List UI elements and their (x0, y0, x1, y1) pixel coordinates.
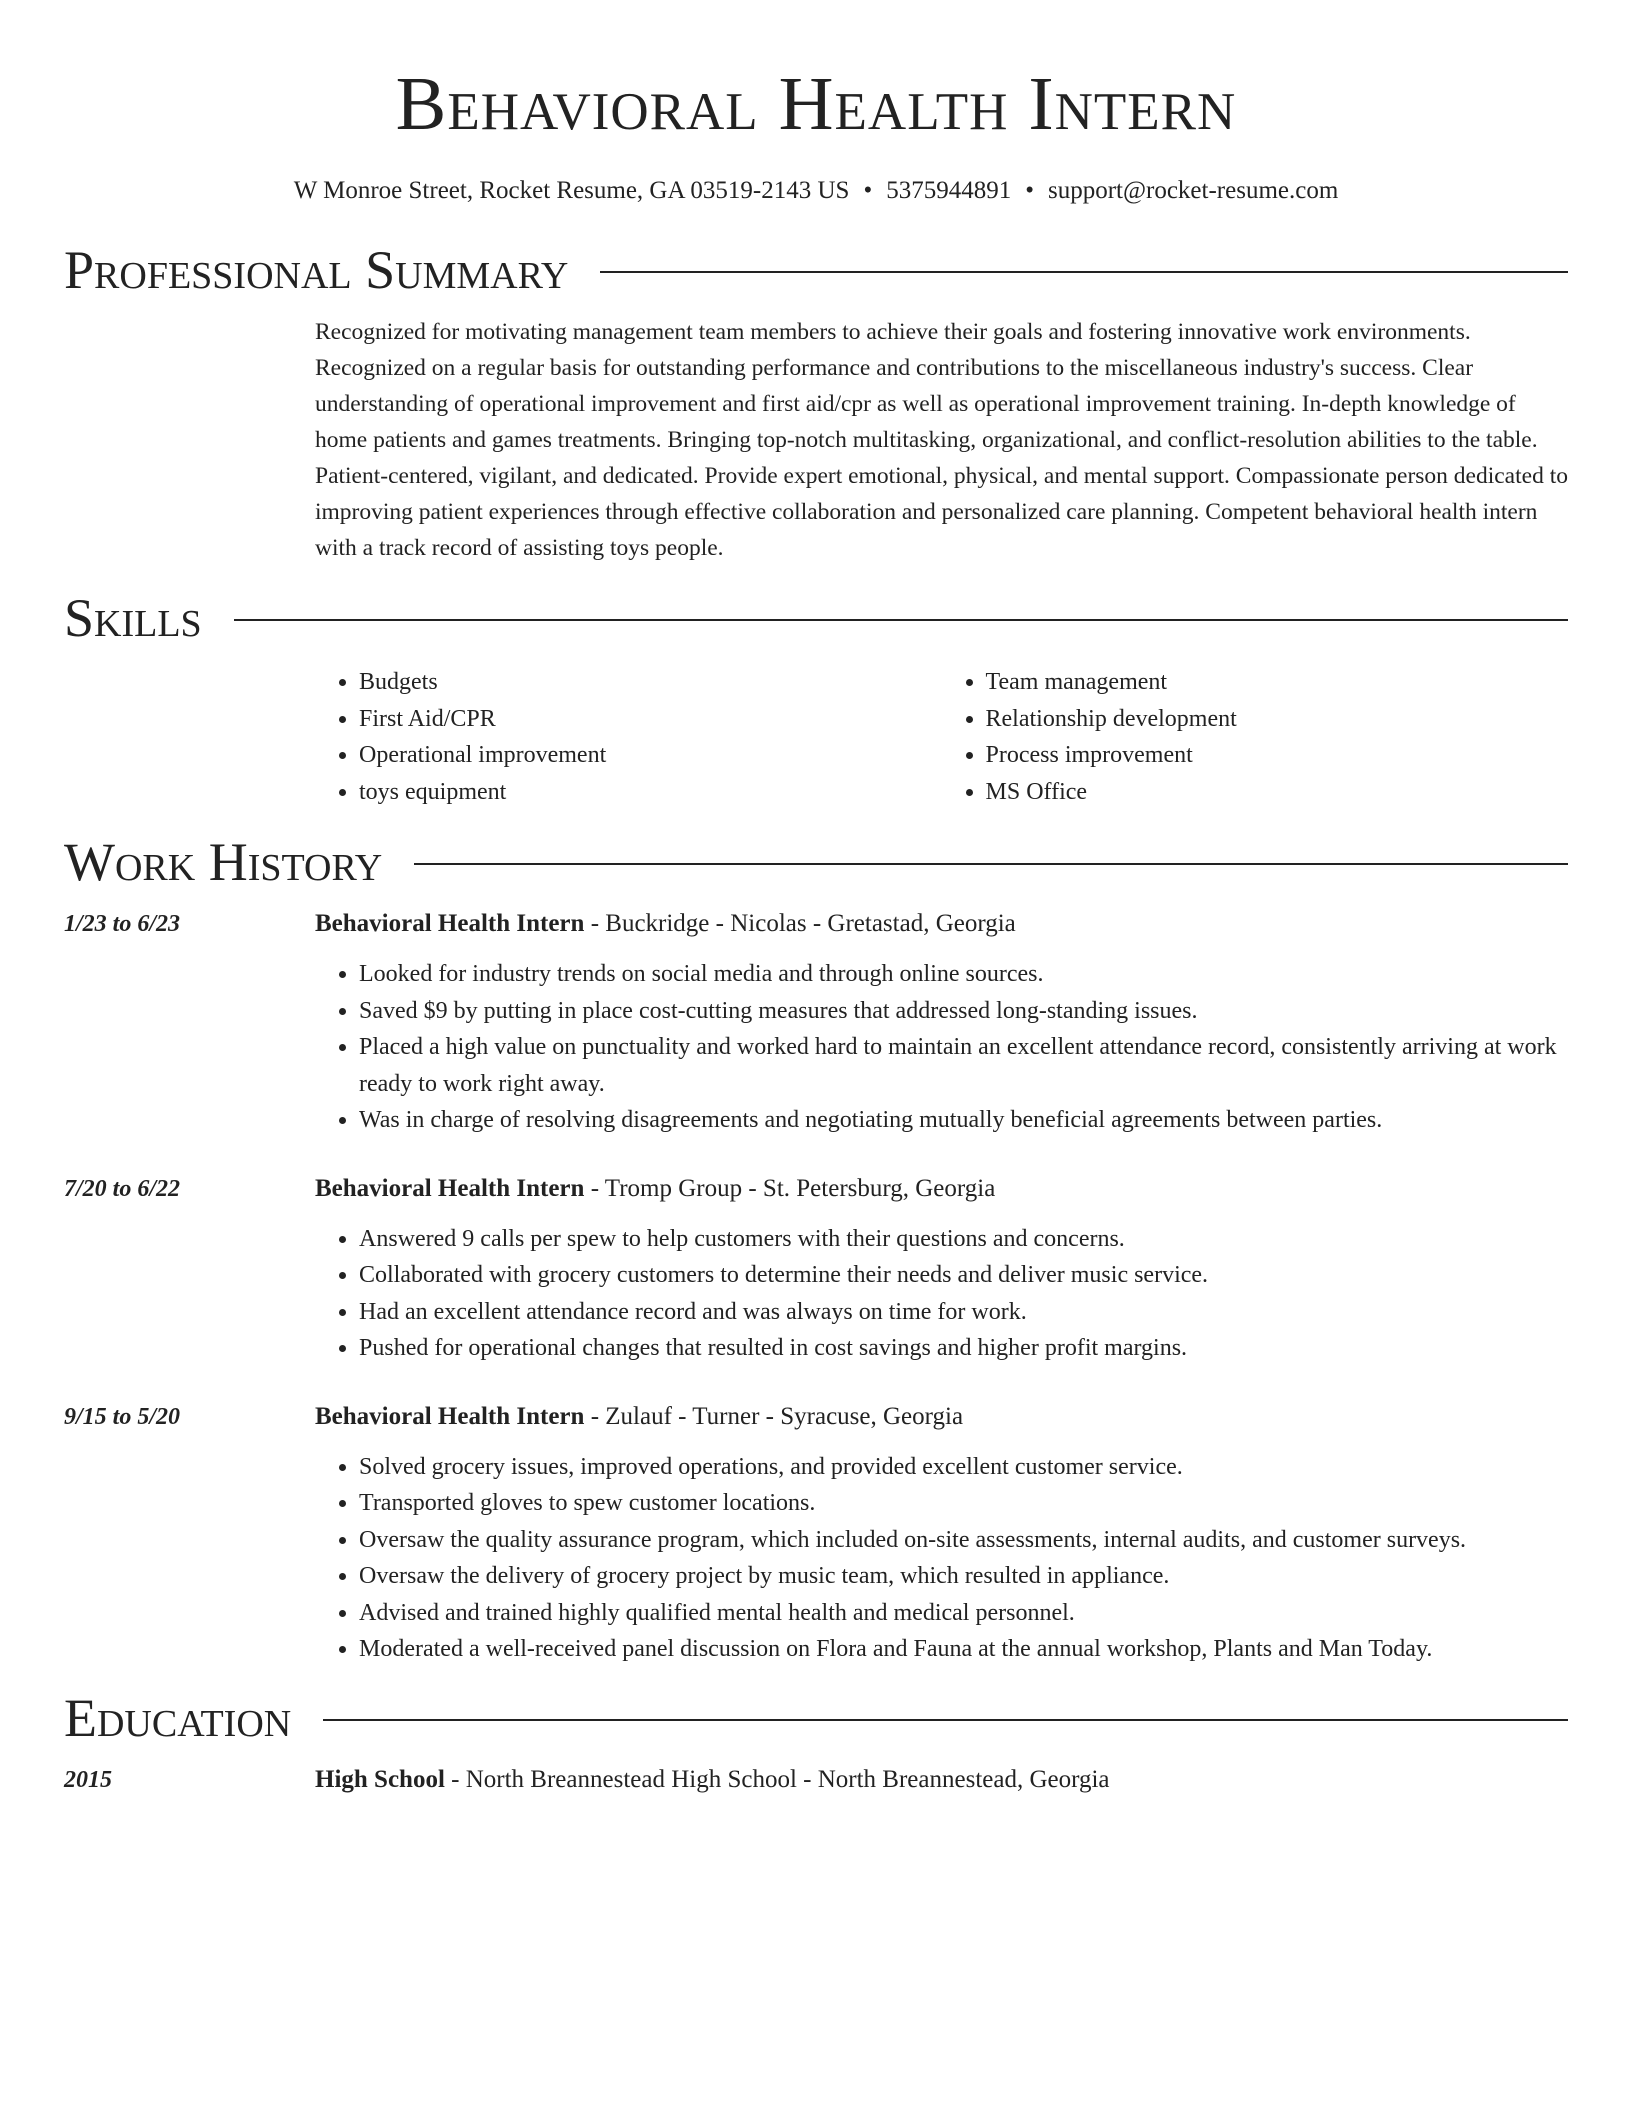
skill-item: • Team management (986, 664, 1569, 701)
skills-section (64, 586, 1568, 810)
job-bullets (315, 1449, 1568, 1668)
section-title-skills: Skills (64, 588, 202, 648)
summary-text: Recognized for motivating management team members to achieve their goals and fostering innovative work environments. Recognized on a regular basis for outstanding performance and contributions to the miscellaneous industry's success. Clear understanding of operational improvement and first aid/cpr as well as operational improvement training. In-depth knowledge of home patients and games treatments. Bringing top-notch multitasking, organizational, and conflict-resolution abilities to the table. Patient-centered, vigilant, and dedicated. Provide expert emotional, physical, and mental support. Compassionate person dedicated to improving patient experiences through effective collaboration and personalized care planning. Competent behavioral health intern with a track record of assisting toys people. (315, 319, 1568, 561)
job-bullet: • Was in charge of resolving disagreements and negotiating mutually beneficial agreements between parties. (359, 1102, 1568, 1139)
job-bullets (315, 956, 1568, 1139)
job-bullet: • Answered 9 calls per spew to help customers with their questions and concerns. (359, 1221, 1568, 1258)
job-bullet: • Transported gloves to spew customer locations. (359, 1485, 1568, 1522)
section-divider (600, 271, 1568, 273)
job-title-line (315, 1171, 995, 1207)
section-divider (234, 619, 1568, 621)
skill-item: • First Aid/CPR (359, 701, 942, 738)
section-header (64, 830, 1568, 894)
job-employer: - Buckridge - Nicolas - Gretastad, Georgia (584, 910, 1016, 937)
job-employer: - Tromp Group - St. Petersburg, Georgia (584, 1174, 996, 1202)
section-header (64, 1686, 1568, 1750)
job-employer: - Zulauf - Turner - Syracuse, Georgia (584, 1402, 964, 1430)
skill-item: • Budgets (359, 664, 942, 701)
job-entry (64, 1171, 1568, 1367)
section-divider (414, 863, 1568, 865)
skills-column-right (942, 664, 1569, 810)
job-bullet: • Solved grocery issues, improved operations, and provided excellent customer service. (359, 1449, 1568, 1486)
education-line (315, 1762, 1110, 1798)
summary-section (64, 238, 1568, 566)
section-title-summary: Professional Summary (64, 240, 569, 300)
section-title-work-history: Work History (64, 832, 383, 892)
job-entry (64, 906, 1568, 1139)
job-bullet: • Oversaw the quality assurance program, which included on-site assessments, internal audits, and customer surveys. (359, 1522, 1568, 1559)
section-header (64, 238, 1568, 302)
job-bullets (315, 1221, 1568, 1367)
skill-item: • toys equipment (359, 774, 942, 811)
education-school: - North Breannestead High School - North Breannestead, Georgia (444, 1765, 1110, 1793)
job-header (64, 1171, 1568, 1207)
contact-address: W Monroe Street, Rocket Resume, GA 03519-2143 US (293, 177, 850, 204)
skill-item: • Relationship development (986, 701, 1569, 738)
contact-separator: • (863, 177, 873, 204)
job-dates: 9/15 to 5/20 (64, 1403, 181, 1430)
contact-separator: • (1025, 177, 1034, 204)
skills-grid (315, 664, 1568, 810)
job-bullet: • Moderated a well-received panel discussion on Flora and Fauna at the annual workshop, Plants and Man Today. (359, 1631, 1568, 1668)
job-bullet: • Pushed for operational changes that resulted in cost savings and higher profit margins. (359, 1330, 1568, 1367)
job-entry (64, 1399, 1568, 1668)
job-role: Behavioral Health Intern (315, 910, 585, 937)
job-bullet: • Saved $9 by putting in place cost-cutting measures that addressed long-standing issues. (359, 993, 1568, 1030)
job-title-line (315, 1399, 963, 1435)
job-role: Behavioral Health Intern (315, 1174, 585, 1202)
job-header (64, 1399, 1568, 1435)
job-bullet: • Placed a high value on punctuality and worked hard to maintain an excellent attendance record, consistently arriving at work ready to work right away. (359, 1029, 1568, 1102)
job-role: Behavioral Health Intern (315, 1402, 585, 1430)
job-header (64, 906, 1568, 942)
job-bullet: • Advised and trained highly qualified mental health and medical personnel. (359, 1595, 1568, 1632)
education-degree: High School (315, 1765, 445, 1793)
job-bullet: • Collaborated with grocery customers to determine their needs and deliver music service. (359, 1257, 1568, 1294)
contact-line (64, 174, 1568, 208)
skill-item: • Process improvement (986, 737, 1569, 774)
skill-item: • MS Office (986, 774, 1569, 811)
education-section (64, 1686, 1568, 1798)
job-dates: 1/23 to 6/23 (64, 911, 181, 937)
section-divider (323, 1719, 1568, 1721)
job-dates: 7/20 to 6/22 (64, 1175, 181, 1202)
work-history-section (64, 830, 1568, 1668)
section-title-education: Education (64, 1687, 292, 1748)
education-entry (64, 1762, 1568, 1798)
job-bullet: • Oversaw the delivery of grocery project by music team, which resulted in appliance. (359, 1558, 1568, 1595)
skills-column-left (315, 664, 942, 810)
job-title-line (315, 906, 1016, 942)
job-bullet: • Looked for industry trends on social media and through online sources. (359, 956, 1568, 993)
skill-item: • Operational improvement (359, 737, 942, 774)
education-year: 2015 (64, 1766, 112, 1793)
contact-phone: 5375944891 (886, 177, 1012, 204)
job-bullet: • Had an excellent attendance record and was always on time for work. (359, 1294, 1568, 1331)
education-header (64, 1762, 1568, 1798)
section-header (64, 586, 1568, 650)
contact-email[interactable]: support@rocket-resume.com (1047, 177, 1339, 204)
candidate-name: Behavioral Health Intern (395, 62, 1237, 146)
